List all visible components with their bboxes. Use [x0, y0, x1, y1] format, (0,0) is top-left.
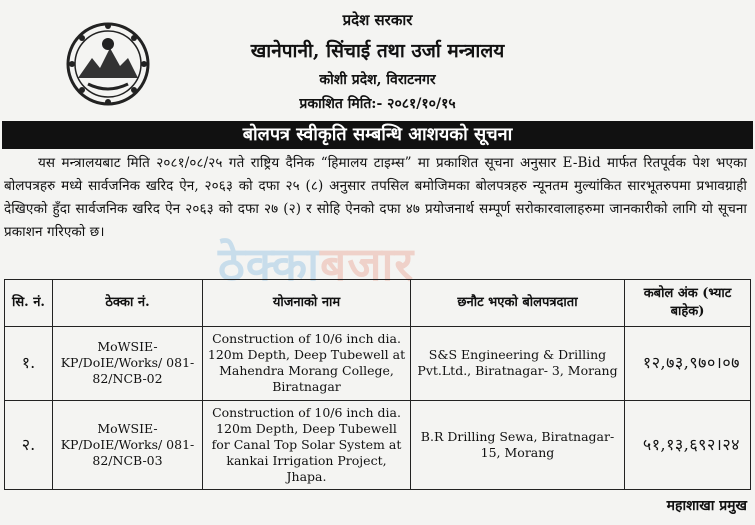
ministry-name: खानेपानी, सिंचाई तथा उर्जा मन्त्रालय	[250, 40, 505, 62]
government-name: प्रदेश सरकार	[342, 11, 413, 29]
published-date: प्रकाशित मिति:- २०८१/१०/१५	[299, 96, 456, 112]
header-amount: कबोल अंक (भ्याट बाहेक)	[625, 280, 751, 327]
row-contract-no: MoWSIE-KP/DoIE/Works/ 081-82/NCB-03	[53, 400, 203, 489]
bid-table	[4, 279, 751, 490]
watermark-part1: ठेक्का	[218, 237, 321, 291]
row-sn: १.	[5, 327, 53, 400]
watermark-part2: बजार	[320, 237, 415, 291]
header-contract-no: ठेक्का नं.	[53, 280, 203, 327]
signature-label: महाशाखा प्रमुख	[666, 498, 747, 514]
row-bidder: B.R Drilling Sewa, Biratnagar- 15, Morang	[411, 400, 625, 489]
province-name: कोशी प्रदेश, विराटनगर	[319, 72, 436, 88]
row-project-name: Construction of 10/6 inch dia. 120m Depth, Deep Tubewell for Canal Top Solar System at kankai Irrigation Project, Jhapa.	[203, 400, 411, 489]
row-contract-no: MoWSIE-KP/DoIE/Works/ 081-82/NCB-02	[53, 327, 203, 400]
row-project-name: Construction of 10/6 inch dia. 120m Depth, Deep Tubewell at Mahendra Morang College, Biratnagar	[203, 327, 411, 400]
row-amount: १२,७३,९७०।०७	[625, 327, 751, 400]
header-sn: सि. नं.	[5, 280, 53, 327]
notice-title: बोलपत्र स्वीकृति सम्बन्धि आशयको सूचना	[2, 121, 753, 149]
table-header-row	[5, 280, 751, 327]
header-bidder: छनौट भएको बोलपत्रदाता	[411, 280, 625, 327]
row-bidder: S&S Engineering & Drilling Pvt.Ltd., Biratnagar- 3, Morang	[411, 327, 625, 400]
notice-body: यस मन्त्रालयबाट मिति २०८१/०८/२५ गते राष्ट्रिय दैनिक “हिमालय टाइम्स” मा प्रकाशित सूचना अनुसार E-Bid मार्फत रितपूर्वक पेश भएका बोलपत्रहरु मध्ये सार्वजनिक खरिद ऐन, २०६३ को दफा २५ (८) अनुसार तपसिल बमोजिमका बोलपत्रहरु न्यूनतम मुल्यांकित सारभूतरुपमा प्रभावग्राही देखिएको हुँदा सार्वजनिक खरिद ऐन २०६३ को दफा २७ (२) र सोहि ऐनको दफा ४७ प्रयोजनार्थ सम्पूर्ण सरोकारवालाहरुमा जानकारीको लागि यो सूचना प्रकाशन गरिएको छ।	[4, 155, 747, 240]
row-amount: ५१,१३,६९२।२४	[625, 400, 751, 489]
table-row	[5, 400, 751, 489]
row-sn: २.	[5, 400, 53, 489]
table-row	[5, 327, 751, 400]
header-project-name: योजनाको नाम	[203, 280, 411, 327]
notice-header	[0, 0, 755, 118]
